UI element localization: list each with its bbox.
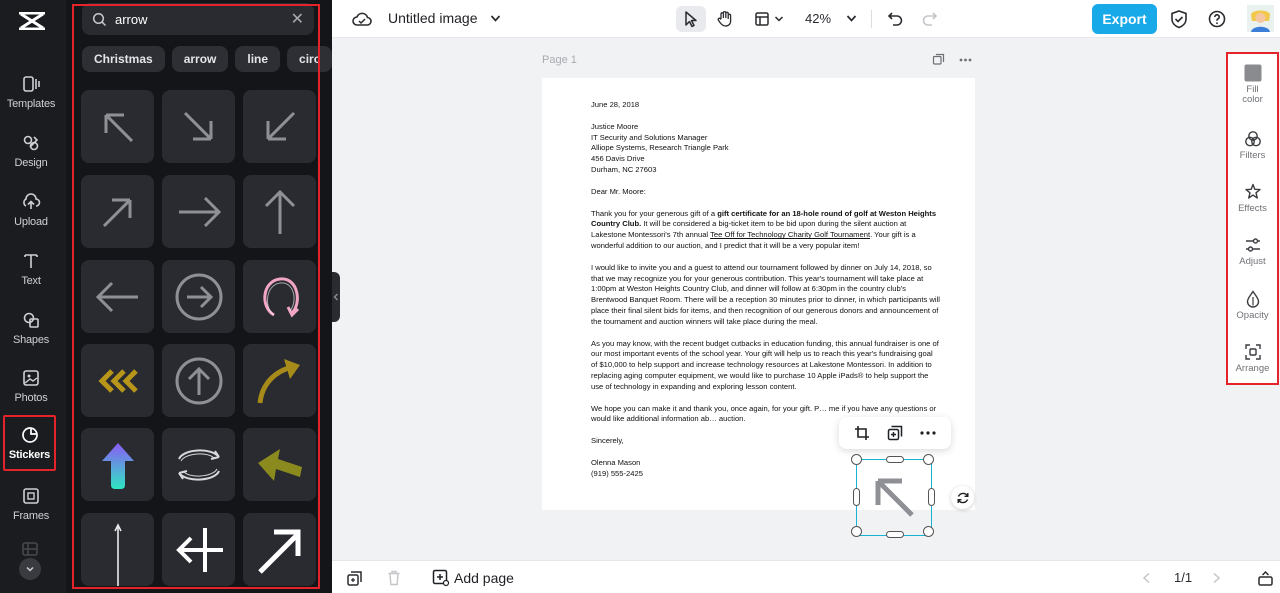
avatar[interactable] bbox=[1247, 5, 1274, 32]
nav-shapes[interactable]: Shapes bbox=[0, 302, 62, 354]
bottom-bar bbox=[332, 560, 1280, 593]
circle-arrow-up-icon bbox=[171, 353, 227, 409]
capcut-logo-icon bbox=[18, 10, 46, 32]
letter-paragraph: I would like to invite you and a guest to attend our tournament followed by dinner on July 14, 2018, so that we may recognize you for your generous contribution. This year's tournament will take place at 1:00pm at Weston Heights Country Club, and dinner will follow at 6:30pm in the country club's Brentwood Banquet Room. There will be a reception 30 minutes prior to dinner, in which participants will place their final silent bids for items, and then recognition of our generous donors and announcement of the tournament and auction winners will take place during the meal. bbox=[591, 262, 940, 326]
chip[interactable]: Christmas bbox=[82, 46, 165, 72]
layout-button[interactable] bbox=[750, 6, 788, 32]
opacity-icon bbox=[1244, 290, 1262, 308]
duplicate-icon[interactable] bbox=[887, 425, 903, 441]
filters-icon bbox=[1244, 130, 1262, 148]
hand-icon bbox=[716, 10, 734, 28]
layout-icon bbox=[754, 11, 770, 27]
filters-button[interactable]: Filters bbox=[1228, 130, 1277, 161]
trash-icon[interactable] bbox=[387, 570, 401, 586]
design-icon bbox=[21, 133, 41, 153]
nav-templates[interactable]: Templates bbox=[0, 66, 62, 118]
help-icon[interactable] bbox=[1208, 10, 1226, 28]
letter-paragraph: As you may know, with the recent budget cutbacks in education funding, this annual fundraiser is one of our most important events of the school year. Your gift will help us to reach this year's fundraising goal of $10,000 to help support and increase technology resources at Lakestone Montessori. In addition to replacing aging computer equipment, we would like to purchase 10 Apple iPads® to help support the use of technology in expanding and exploring lesson content. bbox=[591, 338, 939, 391]
add-page-button[interactable] bbox=[432, 569, 514, 586]
chip[interactable]: arrow bbox=[172, 46, 229, 72]
stickers-icon bbox=[20, 425, 40, 445]
resize-handle[interactable] bbox=[923, 526, 934, 537]
avatar-icon bbox=[1247, 5, 1274, 32]
arrow-up-icon bbox=[252, 184, 308, 240]
letter-date: June 28, 2018 bbox=[591, 100, 640, 109]
shield-icon[interactable] bbox=[1170, 9, 1188, 29]
nav-design[interactable]: Design bbox=[0, 125, 62, 177]
redo-icon[interactable] bbox=[921, 10, 938, 27]
fill-color-icon bbox=[1244, 64, 1262, 82]
page-counter: 1/1 bbox=[1174, 570, 1193, 585]
chevron-down-icon bbox=[774, 15, 784, 23]
letter-paragraph: Thank you for your generous gift of a gift certificate for an 18-hole round of golf at Weston Heights Country Club. It will be considered a big-ticket item to be bid upon during the silent auction at Lakestone Montessori's 7th annual Tee Off for Technology Charity Golf Tournament. Your gift is a wonderful addition to our auction, and I predict that it will be a very popular item! bbox=[591, 208, 937, 250]
add-page-label: Add page bbox=[454, 569, 514, 586]
right-property-panel bbox=[1226, 52, 1279, 385]
more-icon[interactable] bbox=[920, 431, 936, 435]
chevron-down-icon bbox=[25, 564, 35, 574]
sticker-tile[interactable] bbox=[81, 513, 154, 586]
zoom-level[interactable]: 42% bbox=[805, 11, 832, 26]
letter-salutation: Dear Mr. Moore: bbox=[591, 186, 646, 196]
suggestion-chips bbox=[82, 46, 321, 72]
chevron-right-icon[interactable] bbox=[1212, 572, 1221, 584]
sticker-tile[interactable] bbox=[162, 344, 235, 417]
arrow-left-icon bbox=[90, 269, 146, 325]
sticker-tile[interactable] bbox=[81, 175, 154, 248]
resize-handle[interactable] bbox=[853, 488, 860, 506]
sticker-tile[interactable] bbox=[162, 260, 235, 333]
resize-handle[interactable] bbox=[886, 456, 904, 463]
undo-icon[interactable] bbox=[887, 10, 904, 27]
rotate-button[interactable] bbox=[951, 486, 974, 509]
select-tool-button[interactable] bbox=[676, 6, 706, 32]
text-icon bbox=[21, 251, 41, 271]
sticker-tile[interactable] bbox=[81, 428, 154, 501]
arrange-button[interactable]: Arrange bbox=[1228, 343, 1277, 374]
search-icon bbox=[92, 12, 107, 27]
sticker-tile[interactable] bbox=[81, 344, 154, 417]
letter-signature: Olenna Mason (919) 555-2425 bbox=[591, 457, 643, 478]
sticker-tile[interactable] bbox=[162, 428, 235, 501]
sticker-tile[interactable] bbox=[243, 428, 316, 501]
nav-upload[interactable]: Upload bbox=[0, 184, 62, 236]
nav-photos[interactable]: Photos bbox=[0, 360, 62, 412]
page-label: Page 1 bbox=[542, 54, 577, 66]
arrow-down-right-icon bbox=[171, 99, 227, 155]
hand-tool-button[interactable] bbox=[712, 6, 738, 32]
templates-icon bbox=[21, 74, 41, 94]
top-bar bbox=[332, 0, 1280, 38]
fill-color-button[interactable]: Fill color bbox=[1228, 64, 1277, 105]
clear-search-icon[interactable]: ✕ bbox=[290, 11, 304, 28]
expand-panel-icon[interactable] bbox=[1258, 571, 1273, 586]
upload-icon bbox=[21, 192, 41, 212]
shapes-icon bbox=[21, 310, 41, 330]
letter-recipient: Justice Moore IT Security and Solutions Manager Alliope Systems, Research Triangle Park 456 Davis Drive Durham, NC 27603 bbox=[591, 121, 729, 174]
resize-handle[interactable] bbox=[928, 488, 935, 506]
resize-handle[interactable] bbox=[851, 454, 862, 465]
arrange-icon bbox=[1244, 343, 1262, 361]
chevron-left-icon[interactable] bbox=[1142, 572, 1151, 584]
sticker-tile[interactable] bbox=[243, 175, 316, 248]
gradient-arrow-up-icon bbox=[90, 437, 146, 493]
letter-paragraph: We hope you can make it and thank you, once again, for your gift. P… me if you have any questions or would like additional information ab… auction. bbox=[591, 403, 937, 424]
effects-icon bbox=[1244, 183, 1262, 201]
selected-sticker[interactable] bbox=[856, 459, 932, 536]
nav-more-button[interactable] bbox=[19, 558, 41, 580]
resize-handle[interactable] bbox=[851, 526, 862, 537]
nav-text[interactable]: Text bbox=[0, 243, 62, 295]
sticker-tile[interactable] bbox=[81, 260, 154, 333]
chevron-down-icon[interactable] bbox=[490, 14, 501, 23]
circle-arrow-right-icon bbox=[171, 269, 227, 325]
opacity-button[interactable]: Opacity bbox=[1228, 290, 1277, 321]
adjust-button[interactable]: Adjust bbox=[1228, 236, 1277, 267]
sticker-tile[interactable] bbox=[243, 260, 316, 333]
rotate-icon bbox=[956, 491, 970, 505]
chevron-down-icon[interactable] bbox=[846, 14, 857, 23]
arrow-up-left-icon bbox=[90, 99, 146, 155]
sticker-tile[interactable] bbox=[243, 344, 316, 417]
add-page-icon bbox=[432, 569, 449, 586]
sticker-tile[interactable] bbox=[162, 513, 235, 586]
cursor-icon bbox=[683, 10, 699, 28]
resize-handle[interactable] bbox=[886, 531, 904, 538]
sticker-tile[interactable] bbox=[162, 90, 235, 163]
apps-icon bbox=[22, 542, 38, 556]
chip[interactable]: circ bbox=[287, 46, 332, 72]
search-input[interactable] bbox=[115, 12, 275, 27]
nav-frames[interactable]: Frames bbox=[0, 478, 62, 530]
gold-chevrons-left-icon bbox=[90, 353, 146, 409]
chip[interactable]: line bbox=[235, 46, 280, 72]
sticker-tile[interactable] bbox=[243, 513, 316, 586]
arrow-up-right-icon bbox=[90, 184, 146, 240]
sticker-search bbox=[82, 3, 314, 35]
left-nav bbox=[0, 0, 66, 593]
bold-arrow-up-right-icon bbox=[252, 522, 308, 578]
frames-icon bbox=[21, 486, 41, 506]
split-arrow-left-icon bbox=[171, 522, 227, 578]
more-icon[interactable] bbox=[959, 58, 972, 62]
element-toolbar bbox=[839, 417, 951, 449]
export-button[interactable]: Export bbox=[1092, 4, 1157, 34]
pink-circular-arrow-icon bbox=[252, 269, 308, 325]
arrow-down-left-icon bbox=[252, 99, 308, 155]
resize-handle[interactable] bbox=[923, 454, 934, 465]
layers-icon[interactable] bbox=[347, 571, 362, 586]
sticker-grid bbox=[81, 90, 317, 586]
arrow-up-left-icon bbox=[868, 471, 920, 523]
divider bbox=[871, 10, 872, 28]
cycle-arrows-icon bbox=[171, 437, 227, 493]
adjust-icon bbox=[1244, 236, 1262, 254]
document-title[interactable]: Untitled image bbox=[388, 10, 478, 26]
crop-icon[interactable] bbox=[854, 425, 870, 441]
sticker-tile[interactable] bbox=[162, 175, 235, 248]
olive-arrow-left-icon bbox=[252, 437, 308, 493]
sticker-tile[interactable] bbox=[81, 90, 154, 163]
nav-stickers[interactable]: Stickers bbox=[3, 415, 56, 471]
collapse-panel-handle[interactable] bbox=[332, 272, 340, 322]
gold-curved-arrow-icon bbox=[252, 353, 308, 409]
photos-icon bbox=[21, 368, 41, 388]
duplicate-page-icon[interactable] bbox=[932, 53, 945, 66]
chevron-left-icon bbox=[333, 292, 339, 302]
thin-arrow-up-icon bbox=[90, 522, 146, 578]
sticker-tile[interactable] bbox=[243, 90, 316, 163]
effects-button[interactable]: Effects bbox=[1228, 183, 1277, 214]
letter-closing: Sincerely, bbox=[591, 436, 624, 446]
cloud-icon[interactable] bbox=[352, 10, 372, 28]
arrow-right-icon bbox=[171, 184, 227, 240]
